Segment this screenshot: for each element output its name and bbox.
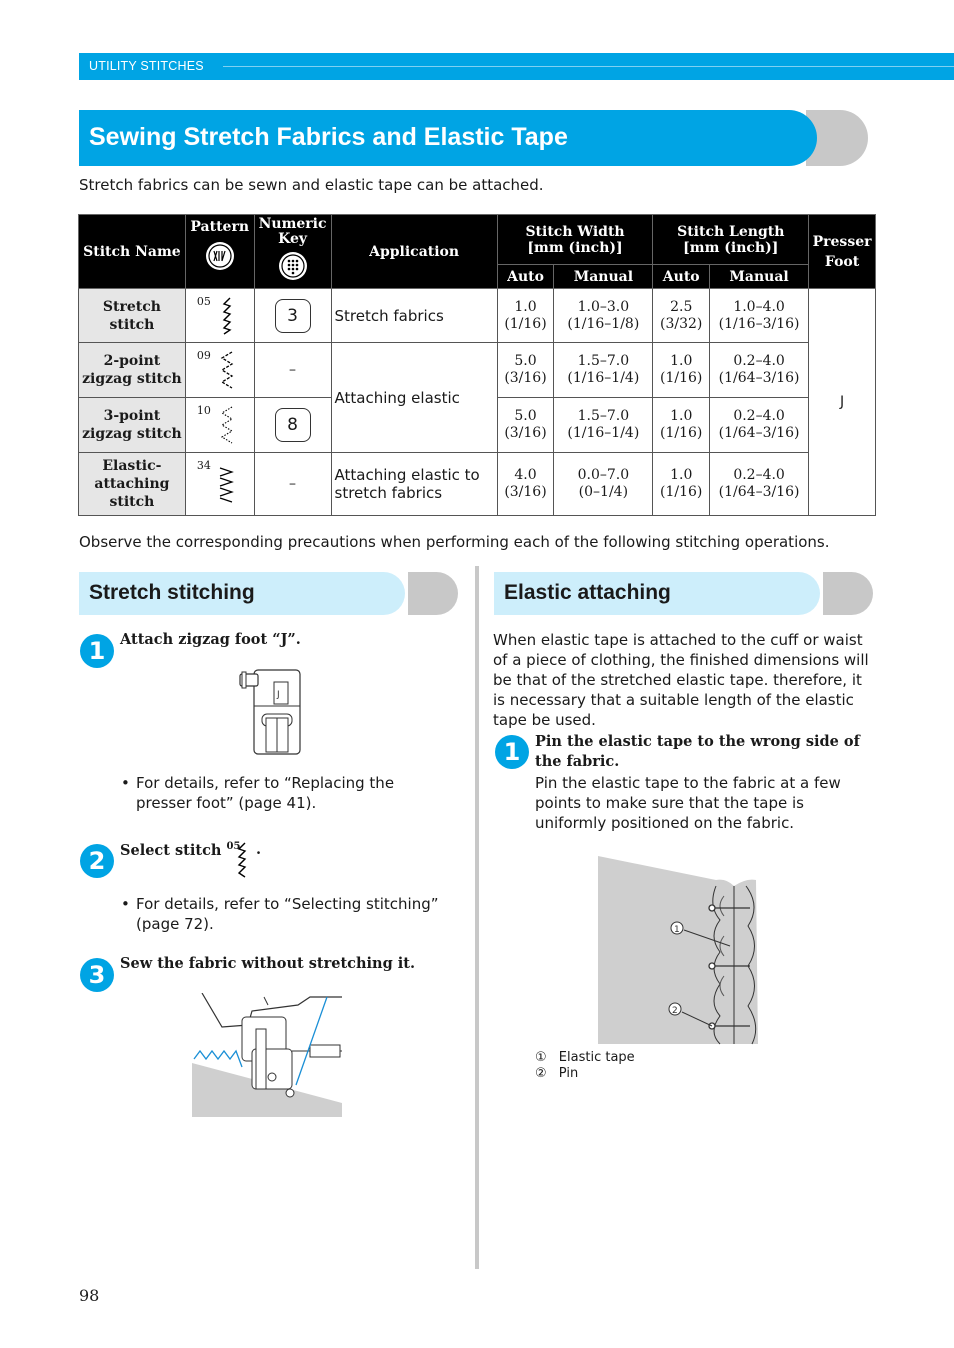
numeric-key-cell	[254, 289, 331, 343]
stitch-table	[78, 214, 876, 516]
three-point-zigzag-icon	[219, 405, 235, 445]
width-manual	[554, 289, 653, 343]
stitch-name: 2-point zigzag stitch	[79, 343, 186, 398]
length-auto-mm: 1.0	[670, 353, 693, 369]
svg-text:2: 2	[672, 1006, 678, 1016]
header-numeric-key	[254, 215, 331, 289]
stitch-number: 05	[226, 841, 241, 852]
pattern-number: 05	[196, 295, 211, 308]
intro-text: Stretch fabrics can be sewn and elastic tape can be attached.	[79, 176, 544, 194]
callout-label: Pin	[558, 1066, 579, 1081]
header-width-manual: Manual	[554, 265, 653, 289]
step-title: Sew the fabric without stretching it.	[120, 955, 416, 972]
header-stitch-length: Stitch Length [mm (inch)]	[653, 215, 809, 265]
pattern-key-icon	[205, 241, 235, 271]
stretch-stitch-icon	[220, 296, 234, 336]
step-title-end: .	[256, 841, 262, 858]
callout-label: Elastic tape	[558, 1050, 635, 1065]
length-auto-mm: 1.0	[670, 467, 693, 483]
numeric-key-button: 3	[275, 299, 311, 333]
elastic-tape-pinned-illustration	[596, 856, 768, 1046]
length-manual	[710, 453, 809, 516]
presser-foot-value: J	[809, 289, 876, 516]
length-manual-mm: 1.0–4.0	[733, 298, 785, 315]
width-auto-inch: (3/16)	[504, 484, 547, 500]
width-auto-mm: 1.0	[514, 298, 537, 315]
length-manual-inch: (1/64–3/16)	[718, 370, 800, 386]
numeric-key-icon	[278, 251, 308, 281]
callout-item	[535, 1066, 635, 1082]
stitch-name: Elastic-attaching stitch	[79, 453, 186, 516]
bullet-text: For details, refer to “Replacing the presser foot” (page 41).	[136, 774, 395, 812]
length-manual	[710, 398, 809, 453]
width-auto-mm: 5.0	[514, 408, 537, 424]
length-auto-inch: (3/32)	[660, 315, 703, 332]
table-row	[79, 453, 876, 516]
callout-list	[535, 1050, 635, 1082]
step-title	[120, 841, 240, 859]
stretch-heading-bar	[79, 572, 405, 615]
length-manual-inch: (1/64–3/16)	[718, 425, 800, 441]
callout-number: ①	[535, 1050, 547, 1065]
width-auto	[497, 289, 554, 343]
pattern-number: 34	[196, 459, 211, 472]
page-number: 98	[79, 1286, 100, 1305]
length-manual-inch: (1/64–3/16)	[718, 484, 800, 500]
pattern-cell	[185, 289, 254, 343]
length-manual-mm: 0.2–4.0	[733, 353, 785, 369]
length-auto-mm: 2.5	[670, 298, 693, 315]
bullet-text: For details, refer to “Selecting stitching” (page 72).	[136, 895, 439, 933]
table-row	[79, 289, 876, 343]
length-auto-inch: (1/16)	[660, 425, 703, 441]
step-title: Pin the elastic tape to the wrong side of the fabric.	[535, 733, 860, 770]
length-auto	[653, 289, 710, 343]
pattern-cell	[185, 398, 254, 453]
header-numeric-key-label: Numeric Key	[258, 216, 327, 247]
numeric-key-cell: –	[254, 343, 331, 398]
callout-item	[535, 1050, 635, 1066]
width-auto-mm: 4.0	[514, 467, 537, 483]
pattern-number: 10	[196, 404, 211, 417]
bullet-dot: •	[121, 895, 130, 913]
svg-text:1: 1	[674, 925, 680, 935]
width-manual-mm: 1.0–3.0	[577, 298, 630, 315]
title-bar	[79, 110, 817, 166]
numeric-key-cell	[254, 398, 331, 453]
step-number: 2	[80, 844, 114, 878]
step-number: 1	[495, 735, 529, 769]
elastic-heading-cap	[823, 572, 873, 615]
application: Attaching elastic to stretch fabrics	[331, 453, 497, 516]
bullet-dot: •	[121, 774, 130, 792]
table-row	[79, 343, 876, 398]
width-manual-inch: (1/16–1/4)	[567, 370, 640, 386]
elastic-intro: When elastic tape is attached to the cuff or waist of a piece of clothing, the finished dimensions will be that of the stretched elastic tape. therefore, it is necessary that a suitable length of the elastic tape be used.	[493, 631, 869, 729]
width-manual	[554, 343, 653, 398]
step-number: 3	[80, 958, 114, 992]
numeric-key-button: 8	[275, 408, 311, 442]
length-auto-inch: (1/16)	[660, 484, 703, 500]
zigzag-foot-j-illustration	[238, 668, 302, 756]
stretch-heading: Stretch stitching	[89, 581, 255, 604]
bullet-item	[121, 773, 451, 812]
length-auto	[653, 453, 710, 516]
length-manual	[710, 289, 809, 343]
width-manual-inch: (1/16–1/4)	[567, 425, 640, 441]
width-auto-inch: (3/16)	[504, 425, 547, 441]
two-point-zigzag-icon	[219, 350, 235, 390]
length-auto-mm: 1.0	[670, 408, 693, 424]
length-manual-mm: 0.2–4.0	[733, 408, 785, 424]
header-pattern	[185, 215, 254, 289]
header-application: Application	[331, 215, 497, 289]
width-manual	[554, 453, 653, 516]
page-title: Sewing Stretch Fabrics and Elastic Tape	[89, 123, 568, 151]
header-stitch-name: Stitch Name	[79, 215, 186, 289]
sewing-without-stretching-illustration	[192, 993, 347, 1117]
application: Stretch fabrics	[331, 289, 497, 343]
section-rule	[223, 66, 954, 67]
bullet-item	[121, 894, 461, 933]
width-auto-inch: (1/16)	[504, 315, 547, 332]
stretch-heading-cap	[408, 572, 458, 615]
length-auto	[653, 398, 710, 453]
elastic-attaching-stitch-icon	[218, 464, 236, 504]
length-manual-inch: (1/16–3/16)	[718, 315, 800, 332]
callout-number: ②	[535, 1066, 547, 1081]
header-width-auto: Auto	[497, 265, 554, 289]
width-auto	[497, 453, 554, 516]
stitch-name: 3-point zigzag stitch	[79, 398, 186, 453]
pattern-number: 09	[196, 349, 211, 362]
width-auto	[497, 343, 554, 398]
width-manual-inch: (0–1/4)	[578, 484, 629, 500]
elastic-heading: Elastic attaching	[504, 581, 671, 604]
header-length-auto: Auto	[653, 265, 710, 289]
width-auto-mm: 5.0	[514, 353, 537, 369]
pattern-cell	[185, 343, 254, 398]
length-manual-mm: 0.2–4.0	[733, 467, 785, 483]
header-presser-foot: Presser Foot	[809, 215, 876, 289]
elastic-heading-bar	[494, 572, 820, 615]
section-label: UTILITY STITCHES	[89, 59, 204, 73]
observe-text: Observe the corresponding precautions when performing each of the following stitching operations.	[79, 533, 830, 551]
width-manual-inch: (1/16–1/8)	[567, 315, 640, 332]
stretch-stitch-icon	[234, 841, 250, 879]
length-auto-inch: (1/16)	[660, 370, 703, 386]
stitch-name: Stretch stitch	[79, 289, 186, 343]
column-divider	[475, 566, 479, 1269]
numeric-key-cell: –	[254, 453, 331, 516]
application: Attaching elastic	[331, 343, 497, 453]
pattern-cell	[185, 453, 254, 516]
step-number: 1	[80, 634, 114, 668]
width-manual	[554, 398, 653, 453]
length-auto	[653, 343, 710, 398]
header-stitch-width: Stitch Width [mm (inch)]	[497, 215, 653, 265]
step-body: Pin the elastic tape to the fabric at a few points to make sure that the tape is uniformly positioned on the fabric.	[535, 774, 841, 832]
width-manual-mm: 1.5–7.0	[577, 353, 630, 369]
header-pattern-label: Pattern	[190, 219, 250, 235]
length-manual	[710, 343, 809, 398]
width-manual-mm: 1.5–7.0	[577, 408, 630, 424]
width-auto-inch: (3/16)	[504, 370, 547, 386]
width-auto	[497, 398, 554, 453]
width-manual-mm: 0.0–7.0	[577, 467, 630, 483]
section-header-bar	[79, 53, 954, 80]
foot-letter: J	[277, 690, 280, 700]
step-title-text: Select stitch	[120, 841, 222, 859]
step-title: Attach zigzag foot “J”.	[120, 631, 301, 648]
header-length-manual: Manual	[710, 265, 809, 289]
